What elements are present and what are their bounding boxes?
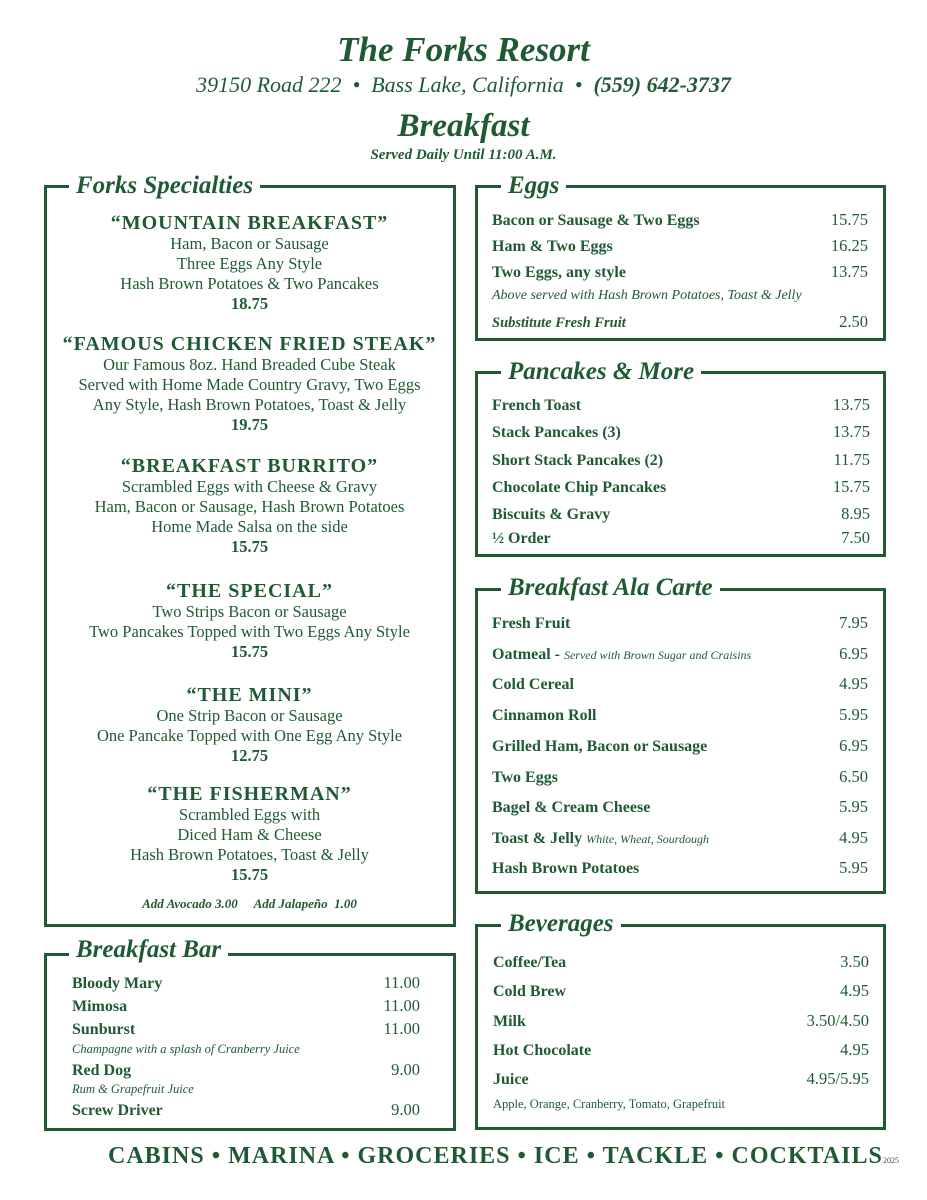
year-mark: 2025	[883, 1156, 899, 1165]
specialty-desc: Two Pancakes Topped with Two Eggs Any Style	[89, 622, 410, 641]
specialty-desc: Hash Brown Potatoes, Toast & Jelly	[130, 845, 369, 864]
item-price: 11.00	[383, 996, 420, 1015]
item-name-text: Fresh Fruit	[492, 615, 571, 632]
item-name-text: Grilled Ham, Bacon or Sausage	[492, 738, 708, 755]
specialty-desc: Hash Brown Potatoes & Two Pancakes	[120, 274, 379, 293]
item-price: 4.95/5.95	[806, 1069, 869, 1088]
item-price: 4.95	[840, 981, 869, 1000]
item-note: Served with Brown Sugar and Craisins	[563, 648, 752, 662]
menu-item	[492, 858, 868, 878]
item-name	[492, 615, 570, 633]
menu-item	[492, 236, 868, 256]
menu-item	[492, 395, 870, 415]
item-name-text: Cold Cereal	[492, 676, 574, 693]
item-name: French Toast	[492, 397, 582, 414]
item-price: 13.75	[832, 422, 870, 441]
specialty-name: “THE MINI”	[186, 684, 313, 706]
menu-item	[492, 210, 868, 230]
specialty-price: 12.75	[230, 746, 269, 765]
menu-item	[72, 1060, 420, 1080]
item-note: Champagne with a splash of Cranberry Juice	[72, 1042, 300, 1056]
item-name	[492, 860, 639, 878]
address-line: 39150 Road 222 • Bass Lake, California • (559) 642-3737	[196, 72, 731, 97]
serving-hours: Served Daily Until 11:00 A.M.	[370, 147, 557, 163]
item-name: Mimosa	[72, 998, 128, 1015]
phone-number: (559) 642-3737	[593, 72, 731, 97]
specialty-price: 15.75	[230, 865, 269, 884]
item-price: 3.50/4.50	[806, 1011, 869, 1030]
menu-item	[492, 613, 868, 633]
specialty-price: 19.75	[230, 415, 269, 434]
specialty-desc: One Strip Bacon or Sausage	[156, 706, 343, 725]
specialty-desc: Two Strips Bacon or Sausage	[152, 602, 347, 621]
item-price: 15.75	[832, 477, 870, 496]
menu-item	[492, 528, 870, 548]
menu-item	[492, 504, 870, 524]
item-name: Substitute Fresh Fruit	[492, 315, 626, 331]
menu-item	[492, 312, 868, 332]
item-note: White, Wheat, Sourdough	[586, 832, 709, 846]
item-name-text: Oatmeal -	[492, 646, 564, 663]
specialty-desc: Scrambled Eggs with	[178, 805, 321, 824]
item-name: Two Eggs, any style	[492, 264, 626, 281]
item-name: Screw Driver	[72, 1102, 163, 1119]
item-name: Sunburst	[72, 1021, 136, 1038]
specialty-name: “BREAKFAST BURRITO”	[120, 455, 379, 477]
item-name	[492, 769, 558, 787]
specialty-name: “MOUNTAIN BREAKFAST”	[110, 212, 389, 234]
menu-item	[492, 450, 870, 470]
specialty-desc: Home Made Salsa on the side	[151, 517, 348, 536]
item-name	[492, 799, 650, 817]
item-name: Bloody Mary	[72, 975, 163, 992]
specialty-desc: Ham, Bacon or Sausage	[170, 234, 329, 253]
item-price: 7.95	[839, 613, 868, 632]
item-name: Red Dog	[72, 1062, 132, 1079]
pancakes-title: Pancakes & More	[501, 357, 701, 387]
item-price: 9.00	[391, 1100, 420, 1119]
item-name: Milk	[493, 1013, 526, 1030]
specialty-item	[47, 212, 452, 314]
item-name: Ham & Two Eggs	[492, 238, 613, 255]
alacarte-title: Breakfast Ala Carte	[501, 573, 720, 603]
item-name: Chocolate Chip Pancakes	[492, 479, 667, 496]
menu-item	[492, 797, 868, 817]
menu-item	[492, 705, 868, 725]
street-address: 39150 Road 222	[196, 72, 342, 97]
specialty-price: 15.75	[230, 537, 269, 556]
specialty-item	[47, 783, 452, 885]
item-price: 5.95	[839, 858, 868, 877]
item-name-text: Two Eggs	[492, 769, 558, 786]
item-name: Juice	[493, 1071, 529, 1088]
menu-item	[492, 477, 870, 497]
specialty-item	[47, 455, 452, 557]
menu-item	[493, 981, 869, 1001]
item-price: 2.50	[839, 312, 868, 331]
menu-item	[493, 952, 869, 972]
juice-note: Apple, Orange, Cranberry, Tomato, Grapefruit	[493, 1097, 726, 1111]
item-price: 11.00	[383, 973, 420, 992]
item-price: 6.95	[839, 736, 868, 755]
item-name: Stack Pancakes (3)	[492, 424, 621, 441]
item-price: 6.95	[839, 644, 868, 663]
specialty-desc: Diced Ham & Cheese	[177, 825, 322, 844]
specialty-desc: Ham, Bacon or Sausage, Hash Brown Potatoes	[94, 497, 405, 516]
item-name	[492, 676, 574, 694]
specialty-item	[47, 684, 452, 766]
city: Bass Lake, California	[371, 72, 564, 97]
item-name: Coffee/Tea	[493, 954, 567, 971]
item-name-text: Toast & Jelly	[492, 830, 587, 847]
item-price: 4.95	[839, 828, 868, 847]
specialty-item	[47, 580, 452, 662]
menu-item	[492, 736, 868, 756]
item-price: 4.95	[840, 1040, 869, 1059]
item-name: Bacon or Sausage & Two Eggs	[492, 212, 700, 229]
item-price: 8.95	[841, 504, 870, 523]
item-name-text: Bagel & Cream Cheese	[492, 799, 651, 816]
item-price: 7.50	[841, 528, 870, 547]
item-price: 16.25	[830, 236, 868, 255]
menu-item	[72, 1019, 420, 1039]
menu-item	[492, 262, 868, 282]
menu-item	[72, 996, 420, 1016]
item-price: 9.00	[391, 1060, 420, 1079]
menu-item	[72, 973, 420, 993]
addons-note: Add Avocado 3.00 Add Jalapeño 1.00	[142, 896, 357, 911]
menu-item	[493, 1069, 869, 1089]
item-name: Biscuits & Gravy	[492, 506, 611, 523]
specialties-title: Forks Specialties	[69, 171, 260, 201]
beverages-title: Beverages	[501, 909, 621, 939]
menu-item	[493, 1040, 869, 1060]
specialty-desc: One Pancake Topped with One Egg Any Style	[96, 726, 403, 745]
item-price: 11.00	[383, 1019, 420, 1038]
item-name: Hot Chocolate	[493, 1042, 592, 1059]
services-footer: CABINS • MARINA • GROCERIES • ICE • TACKLE • COCKTAILS	[108, 1143, 883, 1169]
specialty-desc: Three Eggs Any Style	[176, 254, 323, 273]
item-price: 5.95	[839, 797, 868, 816]
menu-item	[492, 767, 868, 787]
specialty-desc: Any Style, Hash Brown Potatoes, Toast & Jelly	[92, 395, 407, 414]
specialty-name: “THE SPECIAL”	[166, 580, 333, 602]
specialty-name: “FAMOUS CHICKEN FRIED STEAK”	[62, 333, 437, 355]
item-name	[492, 707, 596, 725]
item-price: 15.75	[830, 210, 868, 229]
item-name-text: Cinnamon Roll	[492, 707, 597, 724]
menu-item	[492, 674, 868, 694]
specialty-item	[47, 333, 452, 435]
menu-item	[492, 644, 868, 664]
item-name: Short Stack Pancakes (2)	[492, 452, 664, 469]
specialty-desc: Our Famous 8oz. Hand Breaded Cube Steak	[103, 355, 396, 374]
menu-item	[493, 1011, 869, 1031]
item-price: 6.50	[839, 767, 868, 786]
item-note: Rum & Grapefruit Juice	[72, 1082, 194, 1096]
item-name-text: Hash Brown Potatoes	[492, 860, 640, 877]
item-name	[492, 738, 707, 756]
item-price: 4.95	[839, 674, 868, 693]
specialty-price: 15.75	[230, 642, 269, 661]
eggs-note: Above served with Hash Brown Potatoes, Toast & Jelly	[492, 288, 802, 303]
specialty-desc: Served with Home Made Country Gravy, Two Eggs	[78, 375, 421, 394]
specialty-desc: Scrambled Eggs with Cheese & Gravy	[121, 477, 378, 496]
item-price: 11.75	[833, 450, 870, 469]
meal-heading: Breakfast	[397, 108, 530, 144]
eggs-title: Eggs	[501, 171, 566, 201]
item-name	[492, 646, 751, 664]
specialty-price: 18.75	[230, 294, 269, 313]
menu-item	[492, 422, 870, 442]
page-title: The Forks Resort	[337, 30, 590, 69]
item-name	[492, 830, 709, 848]
menu-item	[72, 1100, 420, 1120]
breakfast-bar-title: Breakfast Bar	[69, 935, 228, 965]
item-price: 13.75	[832, 395, 870, 414]
item-price: 13.75	[830, 262, 868, 281]
specialty-name: “THE FISHERMAN”	[147, 783, 352, 805]
item-price: 3.50	[840, 952, 869, 971]
item-name: Cold Brew	[493, 983, 567, 1000]
item-price: 5.95	[839, 705, 868, 724]
menu-item	[492, 828, 868, 848]
item-name: ½ Order	[492, 530, 551, 547]
